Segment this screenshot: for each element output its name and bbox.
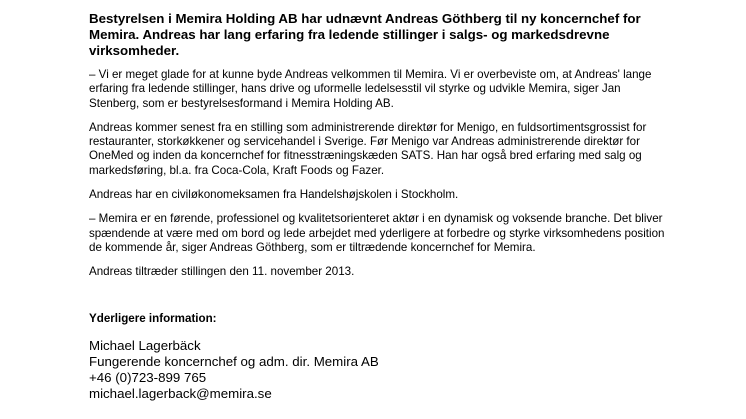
contact-name: Michael Lagerbäck	[89, 337, 201, 353]
contact-title: Fungerende koncernchef og adm. dir. Memira AB	[89, 353, 379, 369]
lead-paragraph: Bestyrelsen i Memira Holding AB har udnævnt Andreas Göthberg til ny koncernchef for Memira. Andreas har lang erfaring fra ledende stillinger i salgs- og markedsdrevne virksomheder.	[89, 11, 641, 58]
body-paragraph-4: – Memira er en førende, professionel og kvalitetsorienteret aktør i en dynamisk og voksende branche. Det bliver spændende at være med om bord og lede arbejdet med yderligere at forbedre og styrke virksomhedens position de kommende år, siger Andreas Göthberg, som er tiltrædende koncernchef for Memira.	[89, 212, 665, 254]
section-spacer	[89, 290, 669, 312]
contact-phone: +46 (0)723-899 765	[89, 369, 207, 385]
body-paragraph-2: Andreas kommer senest fra en stilling som administrerende direktør for Menigo, en fuldsortimentsgrossist for restauranter, storkøkkener og servicehandel i Sverige. Før Menigo var Andreas administrerende direktør for OneMed og inden da koncernchef for fitnesstræningskæden SATS. Han har også bred erfaring med salg og markedsføring, bl.a. fra Coca-Cola, Kraft Foods og Fazer.	[89, 120, 647, 177]
info-heading: Yderligere information:	[89, 311, 217, 325]
press-release	[89, 11, 669, 402]
body-paragraph-5: Andreas tiltræder stillingen den 11. november 2013.	[89, 265, 355, 279]
body-paragraph-3: Andreas har en civiløkonomeksamen fra Handelshøjskolen i Stockholm.	[89, 188, 459, 202]
contact-email[interactable]: michael.lagerback@memira.se	[89, 385, 272, 401]
contact-block	[89, 338, 669, 402]
body-paragraph-1: – Vi er meget glade for at kunne byde Andreas velkommen til Memira. Vi er overbeviste om, at Andreas' lange erfaring fra ledende stillinger, hans drive og uformelle ledelsesstil vil styrke og udvikle Memira, siger Jan Stenberg, som er bestyrelsesformand i Memira Holding AB.	[89, 68, 652, 110]
